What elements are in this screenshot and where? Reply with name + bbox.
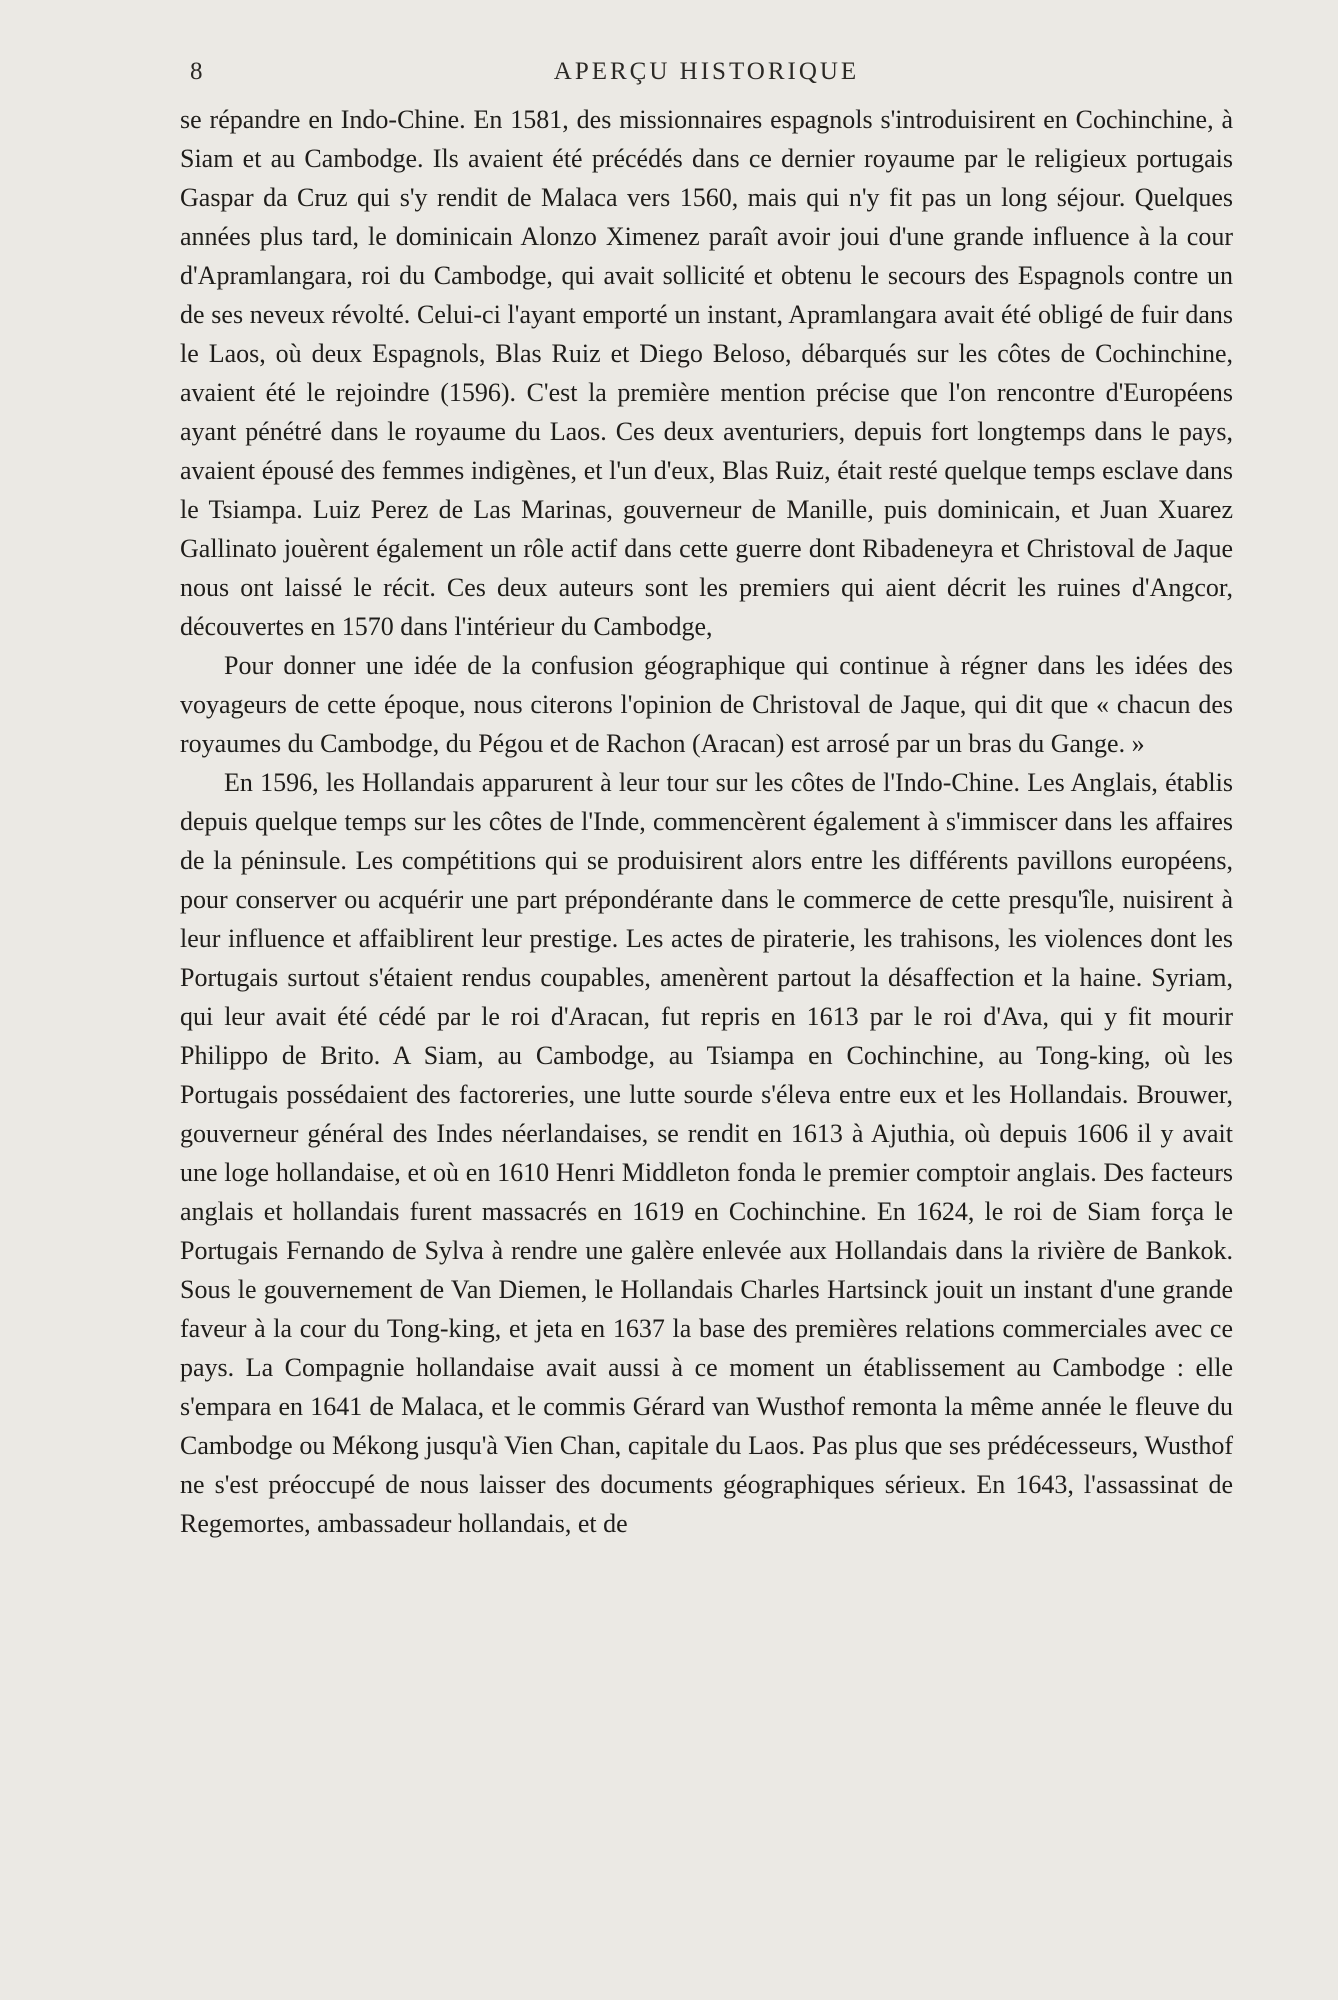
paragraph-3: En 1596, les Hollandais apparurent à leur tour sur les côtes de l'Indo-Chine. Les Anglais, établis depuis quelque temps sur les côtes de l'Inde, commencèrent également à s'immiscer dans les affaires de la péninsule. Les compétitions qui se produisirent alors entre les différents pavillons européens, pour conserver ou acquérir une part prépondérante dans le commerce de cette presqu'île, nuisirent à leur influence et affaiblirent leur prestige. Les actes de piraterie, les trahisons, les violences dont les Portugais surtout s'étaient rendus coupables, amenèrent partout la désaffection et la haine. Syriam, qui leur avait été cédé par le roi d'Aracan, fut repris en 1613 par le roi d'Ava, qui y fit mourir Philippo de Brito. A Siam, au Cambodge, au Tsiampa en Cochinchine, au Tong-king, où les Portugais possédaient des factoreries, une lutte sourde s'éleva entre eux et les Hollandais. Brouwer, gouverneur général des Indes néerlandaises, se rendit en 1613 à Ajuthia, où depuis 1606 il y avait une loge hollandaise, et où en 1610 Henri Middleton fonda le premier comptoir anglais. Des facteurs anglais et hollandais furent massacrés en 1619 en Cochinchine. En 1624, le roi de Siam força le Portugais Fernando de Sylva à rendre une galère enlevée aux Hollandais dans la rivière de Bankok. Sous le gouvernement de Van Diemen, le Hollandais Charles Hartsinck jouit un instant d'une grande faveur à la cour du Tong-king, et jeta en 1637 la base des premières relations commerciales avec ce pays. La Compagnie hollandaise avait aussi à ce moment un établissement au Cambodge : elle s'empara en 1641 de Malaca, et le commis Gérard van Wusthof remonta la même année le fleuve du Cambodge ou Mékong jusqu'à Vien Chan, capitale du Laos. Pas plus que ses prédécesseurs, Wusthof ne s'est préoccupé de nous laisser des documents géographiques sérieux. En 1643, l'assassinat de Regemortes, ambassadeur hollandais, et de (180, 768, 1233, 1538)
body-text (180, 100, 1233, 1543)
paragraph-2: Pour donner une idée de la confusion géographique qui continue à régner dans les idées des voyageurs de cette époque, nous citerons l'opinion de Christoval de Jaque, qui dit que « chacun des royaumes du Cambodge, du Pégou et de Rachon (Aracan) est arrosé par un bras du Gange. » (180, 651, 1233, 758)
running-head (180, 58, 1233, 92)
running-title: APERÇU HISTORIQUE (553, 58, 860, 85)
paragraph-1: se répandre en Indo-Chine. En 1581, des missionnaires espagnols s'introduisirent en Cochinchine, à Siam et au Cambodge. Ils avaient été précédés dans ce dernier royaume par le religieux portugais Gaspar da Cruz qui s'y rendit de Malaca vers 1560, mais qui n'y fit pas un long séjour. Quelques années plus tard, le dominicain Alonzo Ximenez paraît avoir joui d'une grande influence à la cour d'Apramlangara, roi du Cambodge, qui avait sollicité et obtenu le secours des Espagnols contre un de ses neveux révolté. Celui-ci l'ayant emporté un instant, Apramlangara avait été obligé de fuir dans le Laos, où deux Espagnols, Blas Ruiz et Diego Beloso, débarqués sur les côtes de Cochinchine, avaient été le rejoindre (1596). C'est la première mention précise que l'on rencontre d'Européens ayant pénétré dans le royaume du Laos. Ces deux aventuriers, depuis fort longtemps dans le pays, avaient épousé des femmes indigènes, et l'un d'eux, Blas Ruiz, était resté quelque temps esclave dans le Tsiampa. Luiz Perez de Las Marinas, gouverneur de Manille, puis dominicain, et Juan Xuarez Gallinato jouèrent également un rôle actif dans cette guerre dont Ribadeneyra et Christoval de Jaque nous ont laissé le récit. Ces deux auteurs sont les premiers qui aient décrit les ruines d'Angcor, découvertes en 1570 dans l'intérieur du Cambodge, (180, 105, 1233, 641)
page-number: 8 (190, 58, 206, 85)
